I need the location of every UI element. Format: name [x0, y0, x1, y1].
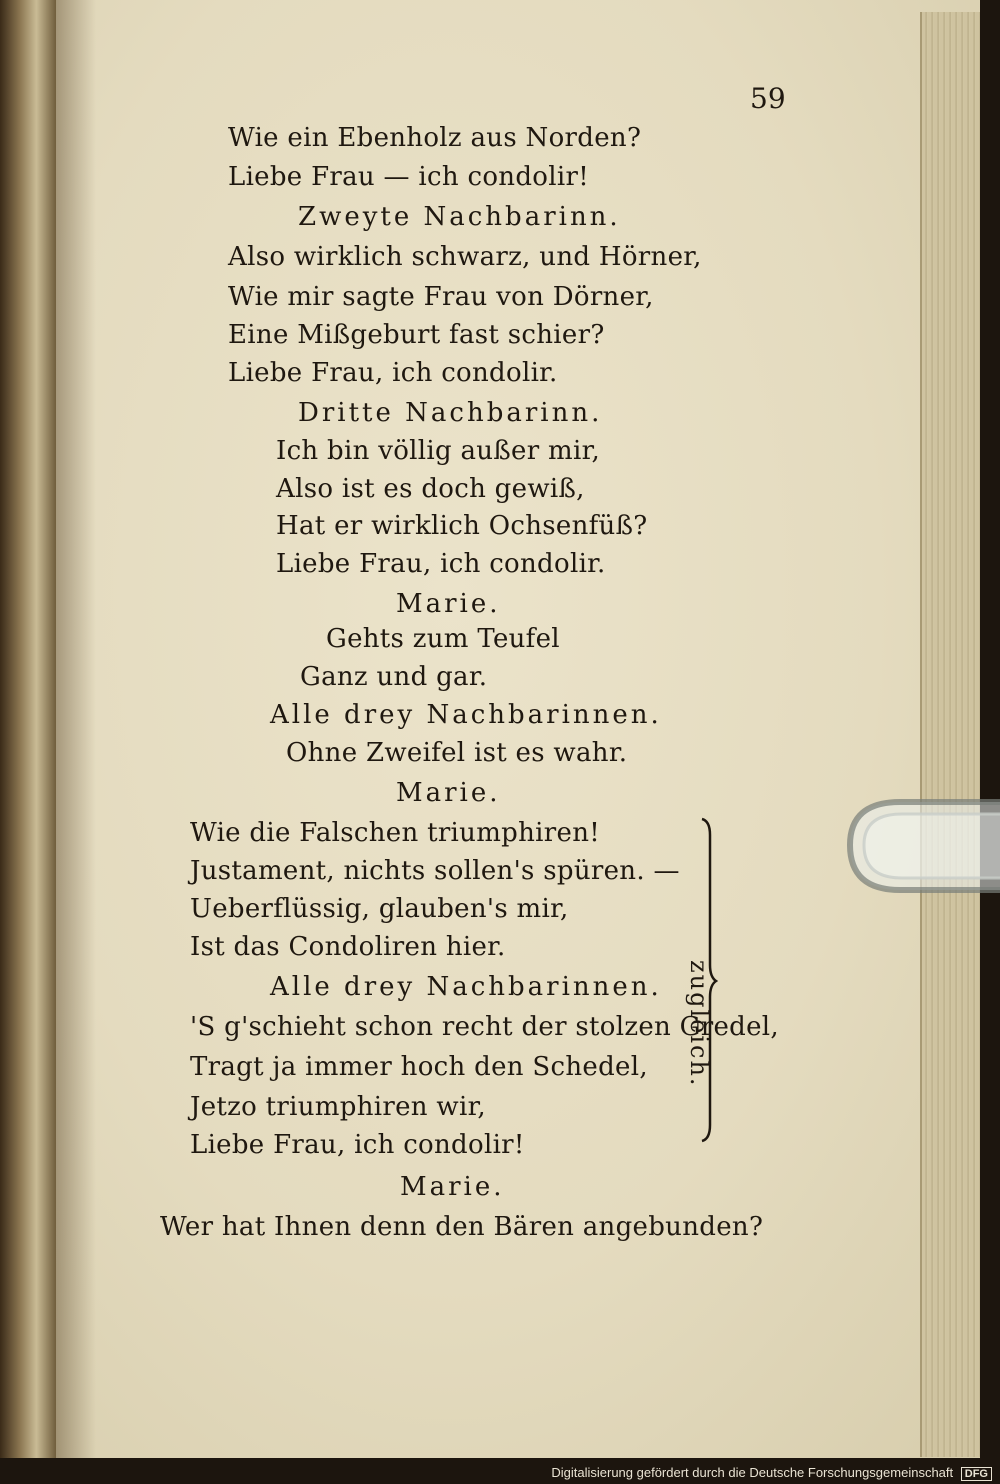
text-line: Wie mir sagte Frau von Dörner, [228, 282, 654, 312]
text-line: Wer hat Ihnen denn den Bären angebunden? [160, 1212, 764, 1242]
text-line: Liebe Frau, ich condolir! [190, 1130, 525, 1160]
speaker-heading: Dritte Nachbarinn. [298, 398, 603, 428]
page-holder-clip [840, 790, 1000, 930]
speaker-heading: Marie. [396, 589, 501, 619]
simultaneous-label: zugleich. [685, 960, 713, 1088]
speaker-heading: Marie. [400, 1172, 505, 1202]
gutter-shadow [56, 0, 96, 1460]
text-line: Ich bin völlig außer mir, [276, 436, 601, 466]
text-line: Liebe Frau, ich condolir. [228, 358, 558, 388]
text-line: Ohne Zweifel ist es wahr. [286, 738, 628, 768]
text-line: Eine Mißgeburt fast schier? [228, 320, 605, 350]
page-number: 59 [750, 82, 786, 115]
speaker-heading: Zweyte Nachbarinn. [298, 202, 621, 232]
text-line: Also wirklich schwarz, und Hörner, [228, 242, 702, 272]
text-line: Ueberflüssig, glauben's mir, [190, 894, 569, 924]
speaker-heading: Alle drey Nachbarinnen. [270, 700, 662, 730]
text-line: Tragt ja immer hoch den Schedel, [190, 1052, 648, 1082]
text-line: Ist das Condoliren hier. [190, 932, 506, 962]
speaker-heading: Marie. [396, 778, 501, 808]
text-line: Jetzo triumphiren wir, [190, 1092, 487, 1122]
footer-text: Digitalisierung gefördert durch die Deutsche Forschungsgemeinschaft [551, 1465, 954, 1480]
text-line: Liebe Frau, ich condolir. [276, 549, 606, 579]
dfg-logo: DFG [961, 1467, 992, 1481]
digitization-credit [551, 1465, 992, 1481]
text-line: Ganz und gar. [300, 662, 488, 692]
text-line: Wie ein Ebenholz aus Norden? [228, 123, 642, 153]
text-line: Hat er wirklich Ochsenfüß? [276, 511, 648, 541]
book-spine [0, 0, 56, 1460]
text-line: Also ist es doch gewiß, [276, 474, 585, 504]
text-line: Justament, nichts sollen's spüren. — [190, 856, 680, 886]
text-line: Gehts zum Teufel [326, 624, 560, 654]
scan-border-right [980, 0, 1000, 1484]
page-fore-edge [920, 12, 982, 1457]
speaker-heading: Alle drey Nachbarinnen. [270, 972, 662, 1002]
text-line: Wie die Falschen triumphiren! [190, 818, 600, 848]
text-line: 'S g'schieht schon recht der stolzen Gredel, [190, 1012, 779, 1042]
text-line: Liebe Frau — ich condolir! [228, 162, 589, 192]
